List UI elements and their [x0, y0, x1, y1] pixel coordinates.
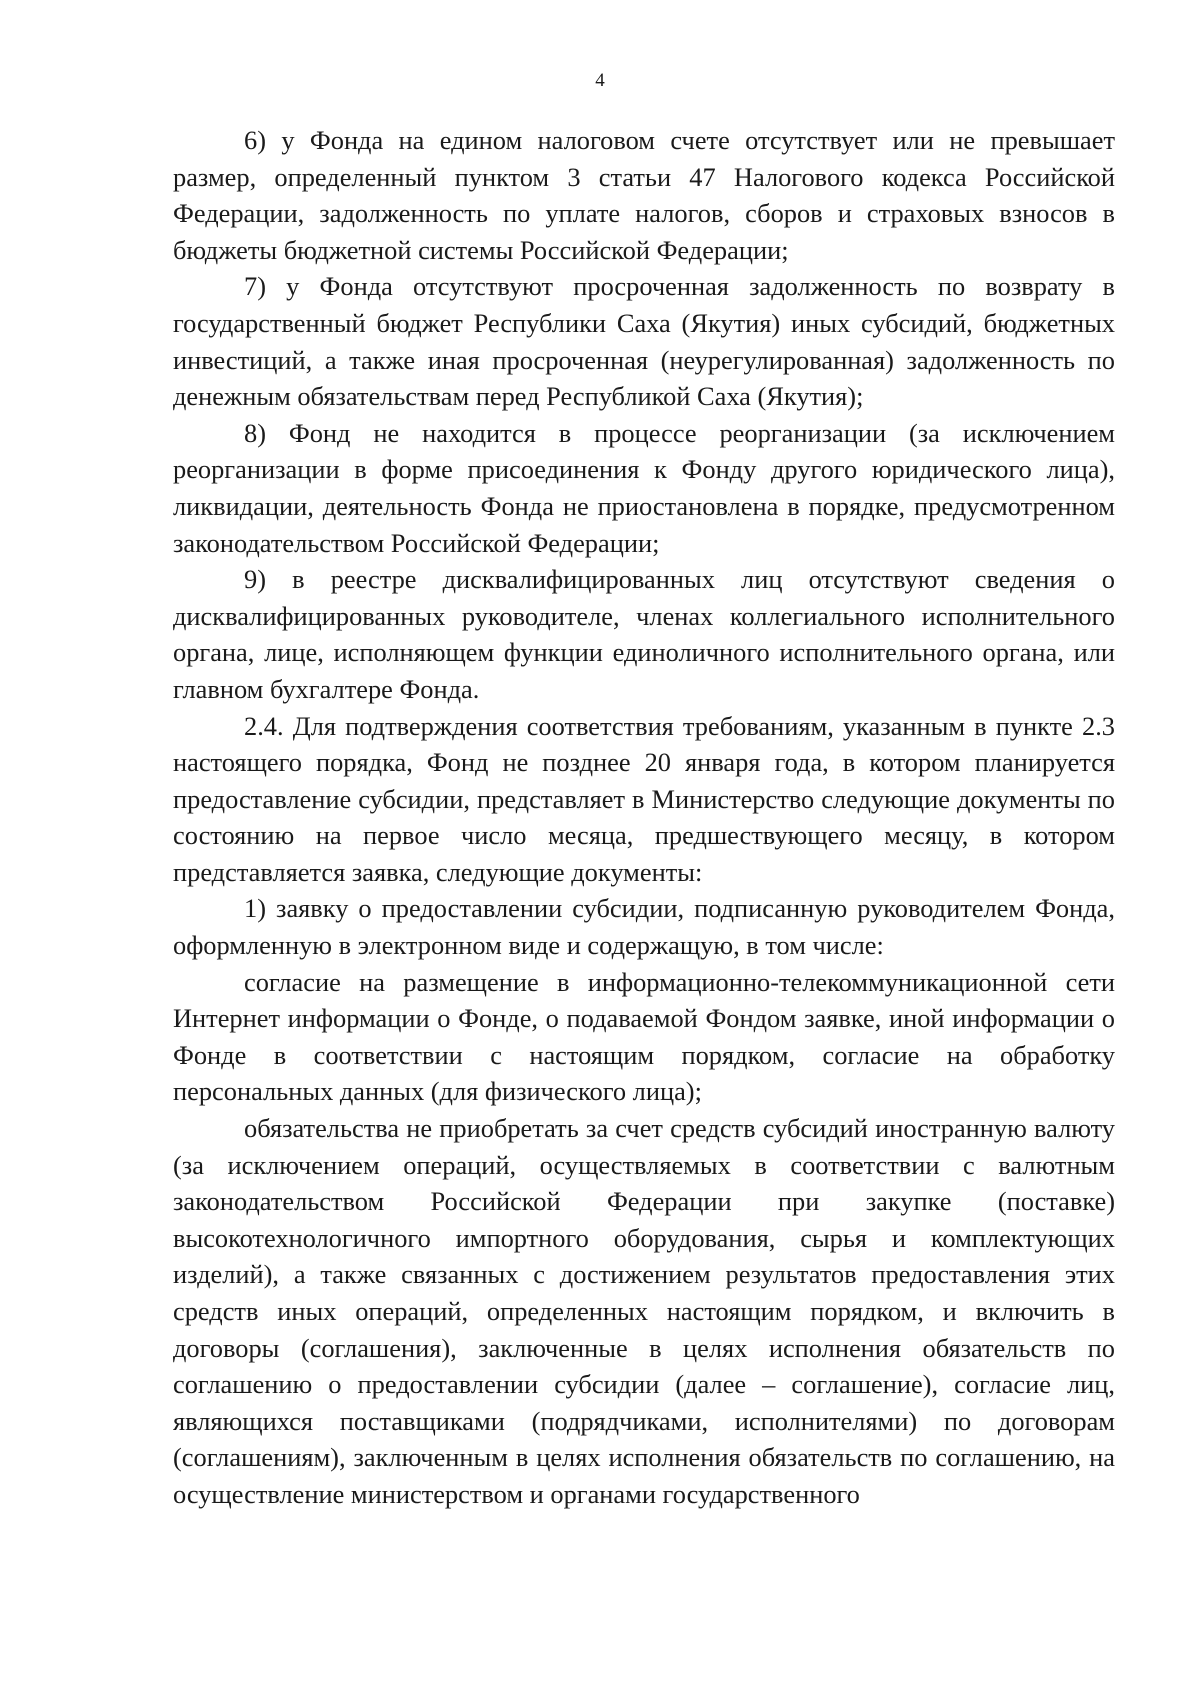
document-body — [173, 122, 1115, 1513]
paragraph-item-7: 7) у Фонда отсутствуют просроченная задолженность по возврату в государственный бюджет Республики Саха (Якутия) иных субсидий, бюджетных инвестиций, а также иная просроченная (неурегулированная) задолженность по денежным обязательствам перед Республикой Саха (Якутия); — [173, 271, 1115, 412]
paragraph-item-8: 8) Фонд не находится в процессе реорганизации (за исключением реорганизации в форме присоединения к Фонду другого юридического лица), ликвидации, деятельность Фонда не приостановлена в порядке, предусмотренном законодательством Российской Федерации; — [173, 417, 1115, 558]
paragraph-item-6: 6) у Фонда на едином налоговом счете отсутствует или не превышает размер, определенный пунктом 3 статьи 47 Налогового кодекса Российской Федерации, задолженность по уплате налогов, сборов и страховых взносов в бюджеты бюджетной системы Российской Федерации; — [173, 125, 1115, 265]
paragraph-section-2-4: 2.4. Для подтверждения соответствия требованиям, указанным в пункте 2.3 настоящего порядка, Фонд не позднее 20 января года, в котором планируется предоставление субсидии, представляет в Министерство следующие документы по состоянию на первое число месяца, предшествующего месяцу, в котором представляется заявка, следующие документы: — [173, 710, 1115, 887]
page-number: 4 — [595, 70, 605, 91]
paragraph-obligations: обязательства не приобретать за счет средств субсидий иностранную валюту (за исключением операций, осуществляемых в соответствии с валютным законодательством Российской Федерации при закупке (поставке) высокотехнологичного импортного оборудования, сырья и комплектующих изделий), а также связанных с достижением результатов предоставления этих средств иных операций, определенных настоящим порядком, и включить в договоры (соглашения), заключенные в целях исполнения обязательств по соглашению о предоставлении субсидии (далее – соглашение), согласие лиц, являющихся поставщиками (подрядчиками, исполнителями) по договорам (соглашениям), заключенным в целях исполнения обязательств по соглашению, на осуществление министерством и органами государственного — [173, 1113, 1115, 1509]
paragraph-subitem-1: 1) заявку о предоставлении субсидии, подписанную руководителем Фонда, оформленную в электронном виде и содержащую, в том числе: — [173, 893, 1115, 961]
paragraph-item-9: 9) в реестре дисквалифицированных лиц отсутствуют сведения о дисквалифицированных руководителе, членах коллегиального исполнительного органа, лице, исполняющем функции единоличного исполнительного органа, или главном бухгалтере Фонда. — [173, 564, 1115, 704]
paragraph-consent: согласие на размещение в информационно-телекоммуникационной сети Интернет информации о Фонде, о подаваемой Фондом заявке, иной информации о Фонде в соответствии с настоящим порядком, согласие на обработку персональных данных (для физического лица); — [173, 966, 1115, 1107]
